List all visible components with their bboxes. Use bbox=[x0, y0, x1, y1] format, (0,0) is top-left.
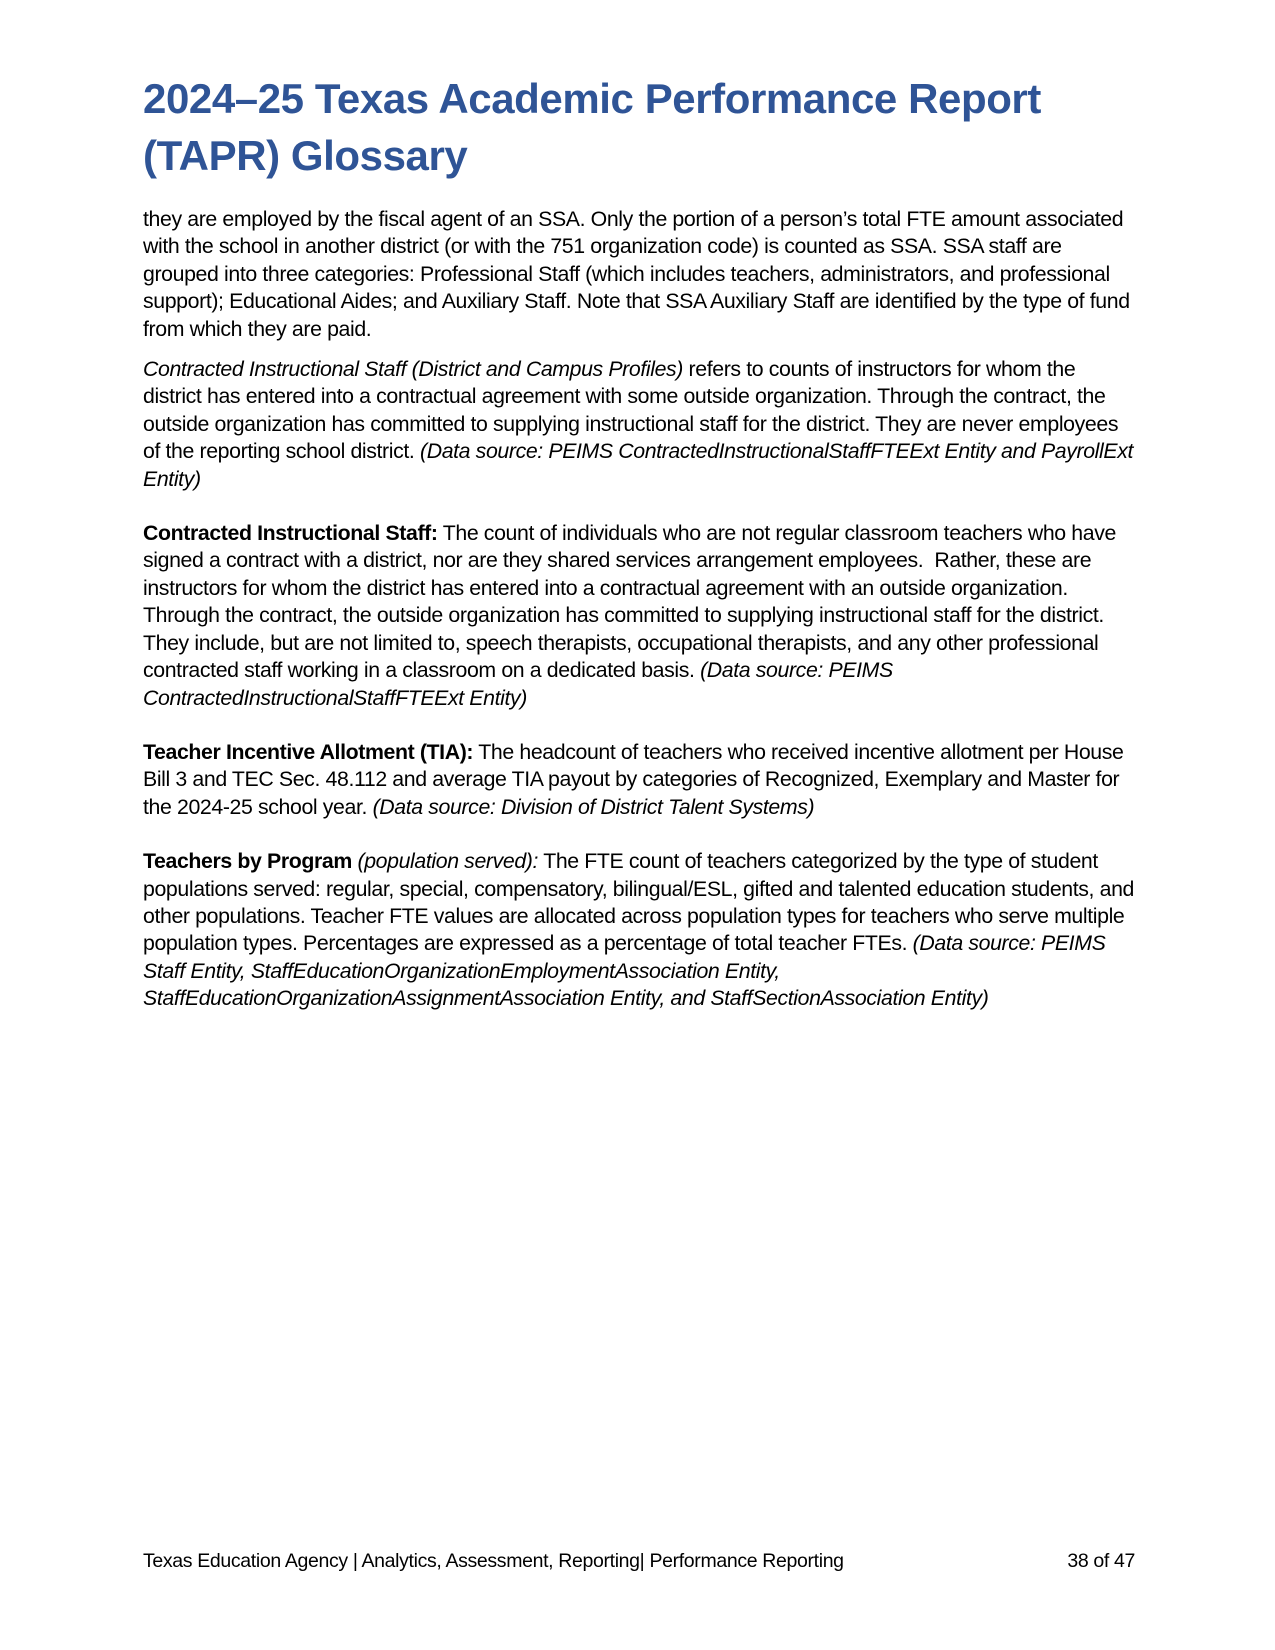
text-run-italic: (Data source: Division of District Talent Systems) bbox=[372, 794, 815, 819]
text-run-bold: Contracted Instructional Staff: bbox=[143, 521, 438, 546]
text-run-italic: (Data source: PEIMS Staff Entity, StaffEducationOrganizationEmploymentAssociation Entity, StaffEducationOrganizationAssignmentAssociation Entity, and StaffSectionAssociation Entity) bbox=[143, 931, 1111, 1011]
text-run-bold: Teachers by Program bbox=[143, 849, 352, 874]
text-run-normal: The FTE count of teachers categorized by the type of student populations served: regular, special, compensatory, bilingual/ESL, gifted and talented education students, and other populations. Teacher FTE values are allocated across population types for teachers who serve multiple population types. Percentages are expressed as a percentage of total teacher FTEs. bbox=[143, 849, 1140, 956]
text-run-bold: Teacher Incentive Allotment (TIA): bbox=[143, 739, 474, 764]
page-title bbox=[143, 70, 1137, 184]
text-run-italic: (population served): bbox=[357, 849, 539, 874]
text-run-italic: (Data source: PEIMS ContractedInstructionalStaffFTEExt Entity and PayrollExt Entity) bbox=[143, 439, 1139, 491]
glossary-paragraph-contracted-instructional-staff-profiles bbox=[143, 356, 1137, 493]
text-run-normal: The headcount of teachers who received incentive allotment per House Bill 3 and TEC Sec. 48.112 and average TIA payout by categories of Recognized, Exemplary and Master for the 2024-25 school year. bbox=[143, 739, 1130, 819]
glossary-body bbox=[143, 206, 1140, 1013]
text-run-italic: (Data source: PEIMS ContractedInstructionalStaffFTEExt Entity) bbox=[143, 658, 899, 710]
text-run-normal: The count of individuals who are not regular classroom teachers who have signed a contract with a district, nor are they shared services arrangement employees. Rather, these are instructors for whom the district has entered into a contractual agreement with an outside organization. Through the contract, the outside organization has committed to supplying instructional staff for the district. They include, but are not limited to, speech therapists, occupational therapists, and any other professional contracted staff working in a classroom on a dedicated basis. bbox=[143, 521, 1122, 683]
page-footer bbox=[143, 1550, 1135, 1573]
text-run-normal: refers to counts of instructors for whom the district has entered into a contractual agreement with some outside organization. Through the contract, the outside organization has committed to supplying instructional staff for the district. They are never employees of the reporting school district. bbox=[143, 357, 1124, 464]
footer-page-number: 38 of 47 bbox=[1067, 1550, 1135, 1572]
glossary-paragraph-continuation bbox=[143, 206, 1137, 343]
page-content bbox=[143, 70, 1140, 1026]
glossary-paragraph-teacher-incentive-allotment bbox=[143, 739, 1137, 821]
glossary-paragraph-contracted-instructional-staff bbox=[143, 520, 1137, 712]
page-title-line2: (TAPR) Glossary bbox=[143, 132, 468, 179]
text-run-normal: they are employed by the fiscal agent of an SSA. Only the portion of a person’s total FTE amount associated with the school in another district (or with the 751 organization code) is counted as SSA. SSA staff are grouped into three categories: Professional Staff (which includes teachers, administrators, and professional support); Educational Aides; and Auxiliary Staff. Note that SSA Auxiliary Staff are identified by the type of fund from which they are paid. bbox=[143, 207, 1136, 341]
page-title-line1: 2024–25 Texas Academic Performance Report bbox=[143, 75, 1041, 122]
text-run-italic: Contracted Instructional Staff (District and Campus Profiles) bbox=[143, 357, 684, 382]
glossary-paragraph-teachers-by-program bbox=[143, 848, 1140, 1012]
footer-agency-text: Texas Education Agency | Analytics, Assessment, Reporting| Performance Reporting bbox=[143, 1550, 844, 1572]
